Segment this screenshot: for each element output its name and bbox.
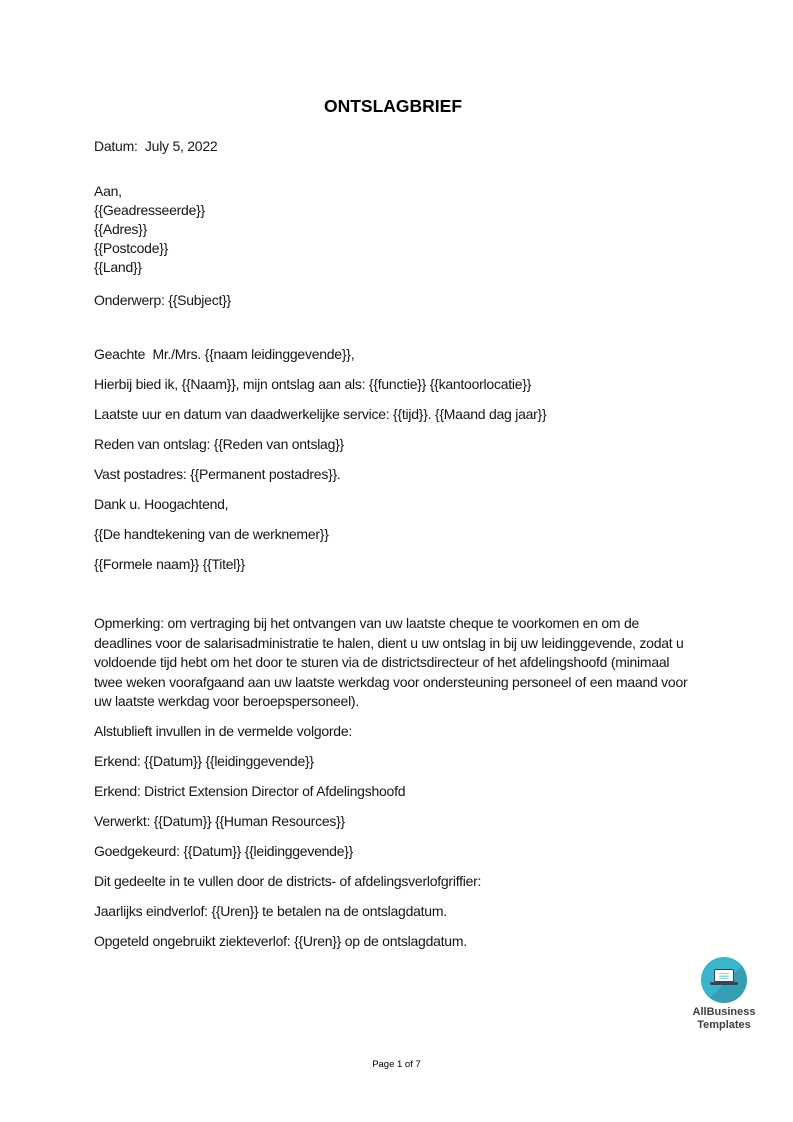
instruction-line-eindverlof: Jaarlijks eindverlof: {{Uren}} te betalen na de ontslagdatum. — [94, 902, 447, 919]
salutation-line: Geachte Mr./Mrs. {{naam leidinggevende}}, — [94, 346, 355, 362]
instruction-line-fill-order: Alstublieft invullen in de vermelde volgorde: — [94, 722, 353, 739]
page-number-footer: Page 1 of 7 — [372, 1059, 421, 1070]
body-line-postal-address: Vast postadres: {{Permanent postadres}}. — [94, 466, 341, 482]
laptop-screen-shape — [714, 969, 734, 982]
allbusiness-templates-logo — [690, 957, 758, 1032]
body-line-reason: Reden van ontslag: {{Reden van ontslag}} — [94, 436, 344, 452]
laptop-glyph — [701, 969, 747, 985]
instruction-line-ziekteverlof: Opgeteld ongebruikt ziekteverlof: {{Uren}} op de ontslagdatum. — [94, 932, 467, 949]
body-line-resignation: Hierbij bied ik, {{Naam}}, mijn ontslag aan als: {{functie}} {{kantoorlocatie}} — [94, 376, 532, 392]
address-line-land: {{Land}} — [94, 259, 142, 275]
body-line-formal-name: {{Formele naam}} {{Titel}} — [94, 556, 245, 572]
logo-text-line2: Templates — [697, 1019, 751, 1031]
address-line-geadresseerde: {{Geadresseerde}} — [94, 202, 205, 218]
logo-text-line1: AllBusiness — [692, 1006, 756, 1018]
address-line-postcode: {{Postcode}} — [94, 240, 169, 256]
laptop-icon — [701, 957, 747, 1003]
instruction-line-erkend-1: Erkend: {{Datum}} {{leidinggevende}} — [94, 752, 314, 769]
subject-line: Onderwerp: {{Subject}} — [94, 292, 231, 308]
body-line-signature: {{De handtekening van de werknemer}} — [94, 526, 329, 542]
body-line-last-service: Laatste uur en datum van daadwerkelijke service: {{tijd}}. {{Maand dag jaar}} — [94, 406, 547, 422]
page-title: ONTSLAGBRIEF — [323, 96, 463, 116]
address-block — [94, 182, 692, 277]
instruction-line-goedgekeurd: Goedgekeurd: {{Datum}} {{leidinggevende}} — [94, 842, 354, 859]
body-line-closing: Dank u. Hoogachtend, — [94, 496, 229, 512]
instruction-line-erkend-2: Erkend: District Extension Director of Afdelingshoofd — [94, 782, 406, 799]
instruction-line-verwerkt: Verwerkt: {{Datum}} {{Human Resources}} — [94, 812, 345, 829]
letter-content — [94, 0, 692, 951]
address-line-aan: Aan, — [94, 183, 122, 199]
logo-wordmark — [690, 1006, 758, 1032]
date-line: Datum: July 5, 2022 — [94, 138, 218, 154]
address-line-adres: {{Adres}} — [94, 221, 148, 237]
instruction-line-griffier: Dit gedeelte in te vullen door de districts- of afdelingsverlofgriffier: — [94, 872, 482, 889]
laptop-base-shape — [710, 982, 738, 985]
note-paragraph: Opmerking: om vertraging bij het ontvangen van uw laatste cheque te voorkomen en om de deadlines voor de salarisadministratie te halen, dient u uw ontslag in bij uw leidinggevende, zodat u voldoende tijd hebt om het door te sturen via de districtsdirecteur of het afdelingshoofd (minimaal twee weken voorafgaand aan uw laatste werkdag voor ondersteuning personeel of een maand voor uw laatste werkdag voor beroepspersoneel). — [94, 615, 692, 709]
